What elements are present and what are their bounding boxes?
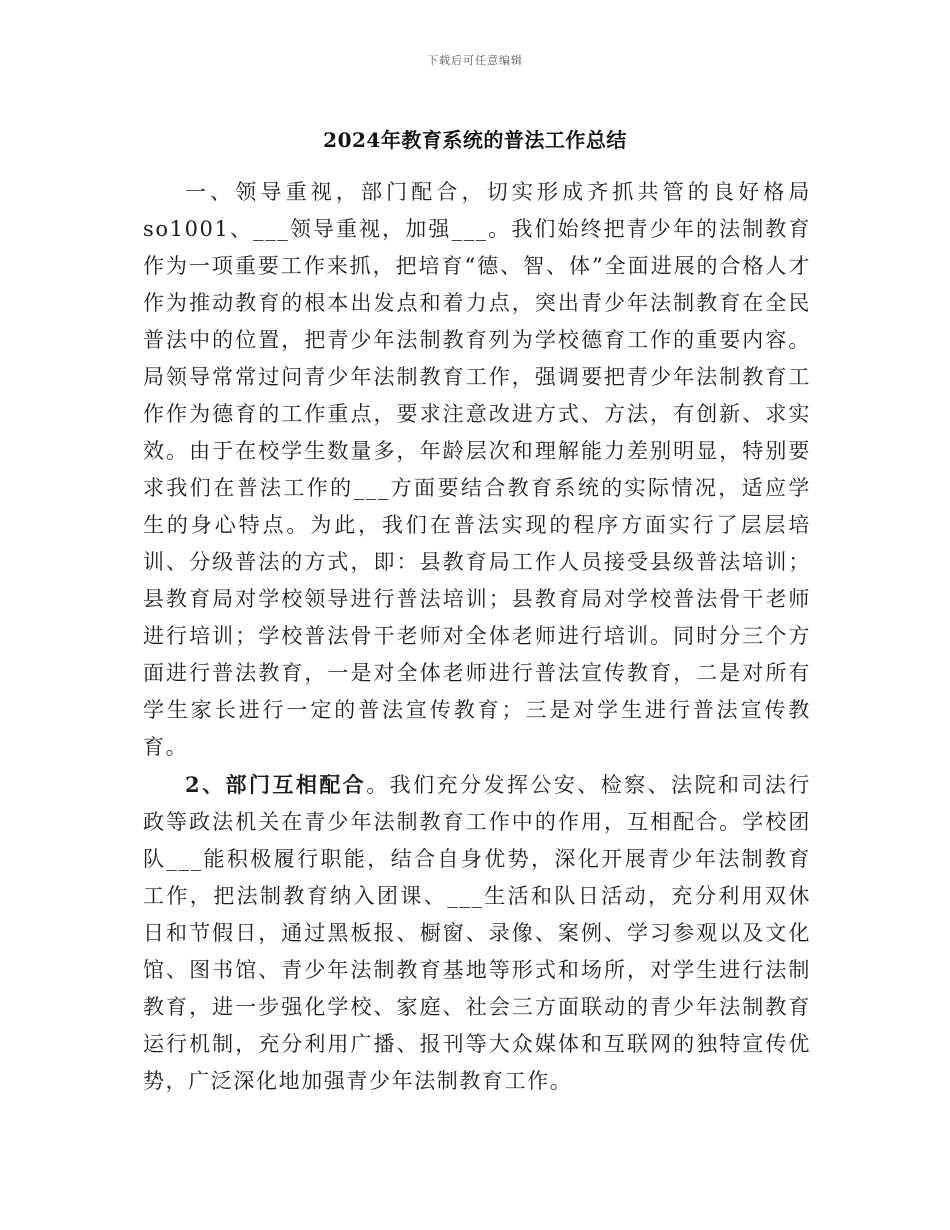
header-note: 下载后可任意编辑 [427, 54, 523, 67]
paragraph-1 [143, 173, 811, 766]
paragraph-2-lead: 2、部门互相配合 [185, 772, 367, 797]
paragraph-1-text: 一、领导重视，部门配合，切实形成齐抓共管的良好格局so1001、___领导重视，加强___。我们始终把青少年的法制教育作为一项重要工作来抓，把培育“德、智、体”全面进展的合格人才作为推动教育的根本出发点和着力点，突出青少年法制教育在全民普法中的位置，把青少年法制教育列为学校德育工作的重要内容。局领导常常过问青少年法制教育工作，强调要把青少年法制教育工作作为德育的工作重点，要求注意改进方式、方法，有创新、求实效。由于在校学生数量多，年龄层次和理解能力差别明显，特别要求我们在普法工作的___方面要结合教育系统的实际情况，适应学生的身心特点。为此，我们在普法实现的程序方面实行了层层培训、分级普法的方式，即：县教育局工作人员接受县级普法培训；县教育局对学校领导进行普法培训；县教育局对学校普法骨干老师进行培训；学校普法骨干老师对全体老师进行培训。同时分三个方面进行普法教育，一是对全体老师进行普法宣传教育，二是对所有学生家长进行一定的普法宣传教育；三是对学生进行普法宣传教育。 [143, 180, 811, 759]
document-title: 2024年教育系统的普法工作总结 [323, 128, 627, 152]
paragraph-2-text: 。我们充分发挥公安、检察、法院和司法行政等政法机关在青少年法制教育工作中的作用，互相配合。学校团队___能积极履行职能，结合自身优势，深化开展青少年法制教育工作，把法制教育纳入团课、___生活和队日活动，充分利用双休日和节假日，通过黑板报、橱窗、录像、案例、学习参观以及文化馆、图书馆、青少年法制教育基地等形式和场所，对学生进行法制教育，进一步强化学校、家庭、社会三方面联动的青少年法制教育运行机制，充分利用广播、报刊等大众媒体和互联网的独特宣传优势，广泛深化地加强青少年法制教育工作。 [143, 773, 811, 1093]
document-body [143, 173, 811, 1100]
paragraph-2 [143, 766, 811, 1100]
